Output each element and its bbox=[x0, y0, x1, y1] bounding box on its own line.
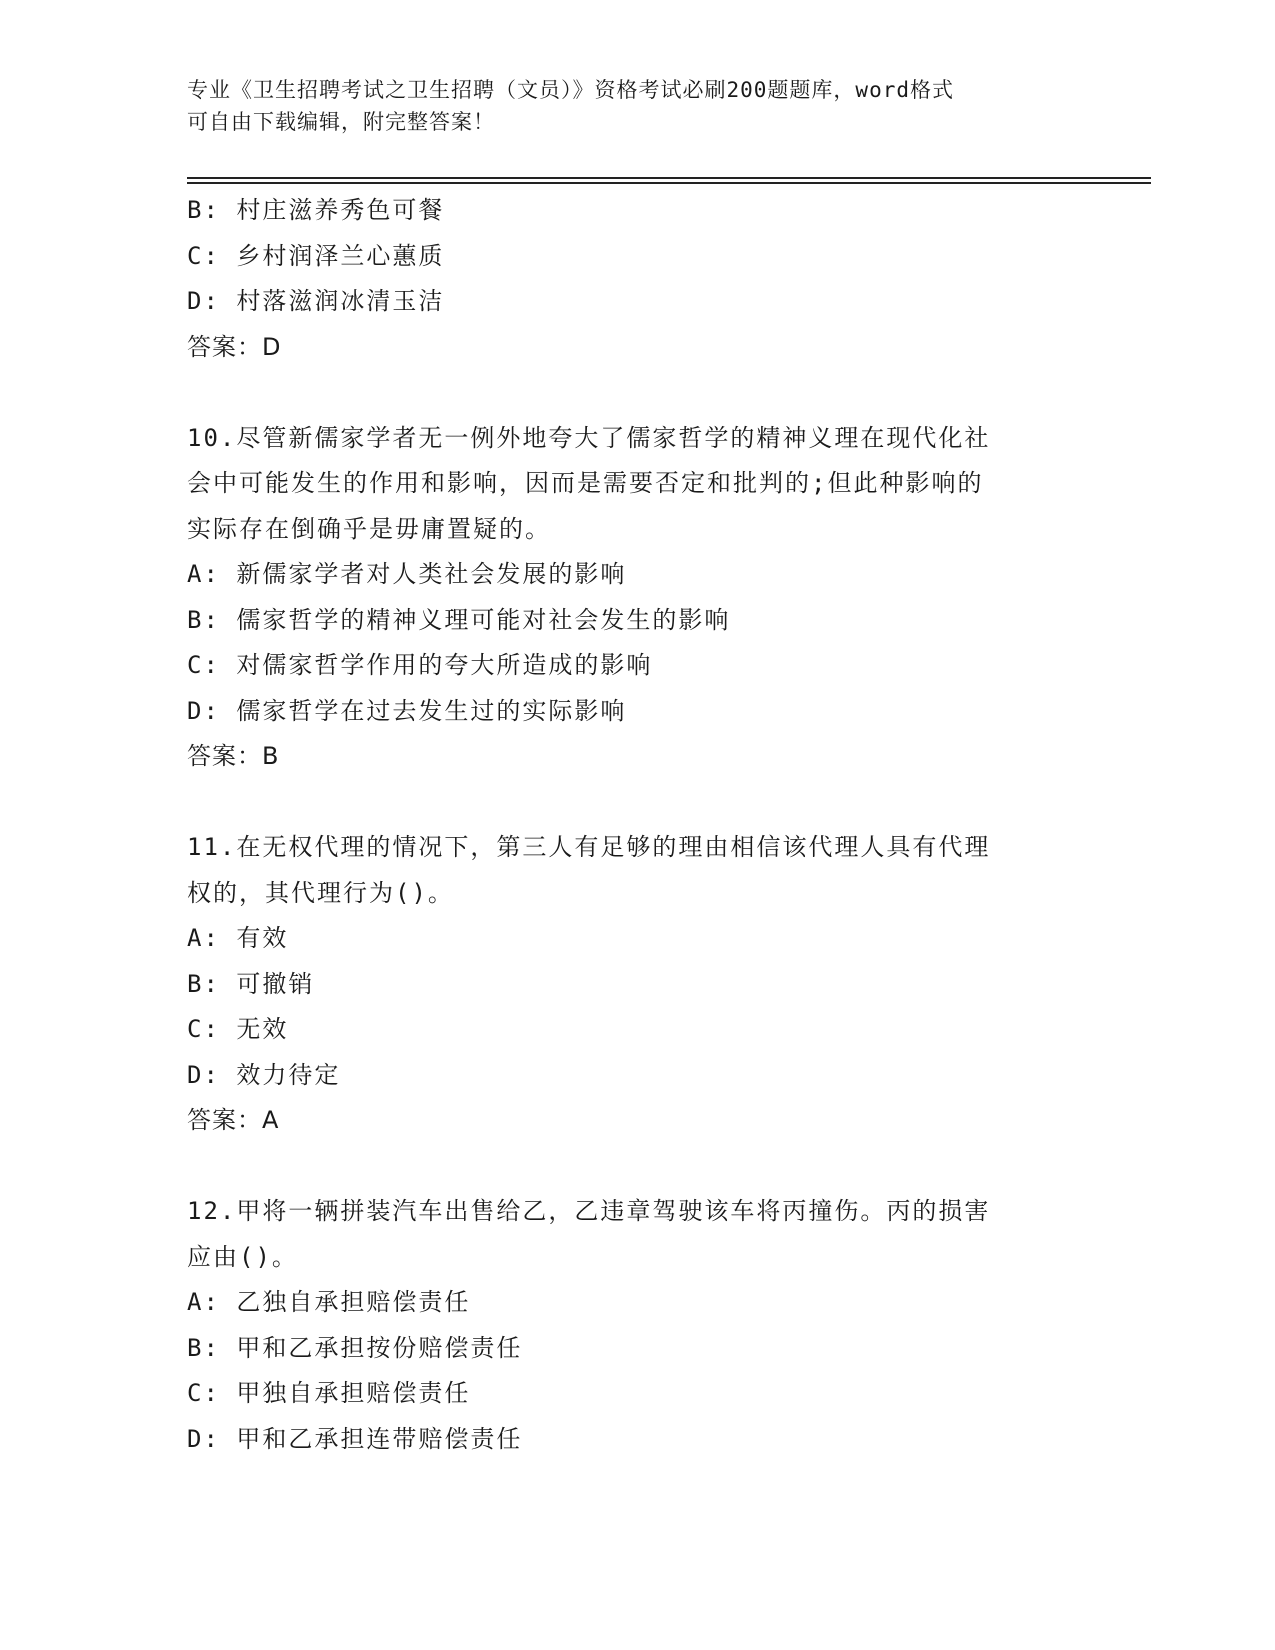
question-12-block bbox=[187, 1189, 1087, 1462]
question-text-line: 会中可能发生的作用和影响，因而是需要否定和批判的;但此种影响的 bbox=[187, 469, 984, 497]
question-text-line: 实际存在倒确乎是毋庸置疑的。 bbox=[187, 514, 551, 543]
question-9-block bbox=[187, 188, 1087, 370]
option-a: A: 乙独自承担赔偿责任 bbox=[187, 1288, 471, 1316]
spacer bbox=[187, 780, 1087, 826]
page-header bbox=[187, 74, 1067, 138]
question-text-line: 10.尽管新儒家学者无一例外地夸大了儒家哲学的精神义理在现代化社 bbox=[187, 423, 991, 452]
question-text-line: 应由()。 bbox=[187, 1242, 298, 1271]
spacer bbox=[187, 1144, 1087, 1190]
option-c: C: 乡村润泽兰心蕙质 bbox=[187, 241, 445, 270]
option-d: D: 甲和乙承担连带赔偿责任 bbox=[187, 1424, 523, 1453]
question-text-line: 11.在无权代理的情况下，第三人有足够的理由相信该代理人具有代理 bbox=[187, 833, 991, 861]
answer-line: 答案：D bbox=[187, 332, 282, 361]
document-body bbox=[187, 188, 1087, 1462]
question-11-block bbox=[187, 825, 1087, 1144]
answer-line: 答案：A bbox=[187, 1106, 280, 1134]
header-rule-top bbox=[187, 177, 1151, 179]
option-c: C: 无效 bbox=[187, 1015, 289, 1043]
option-a: A: 新儒家学者对人类社会发展的影响 bbox=[187, 560, 627, 588]
question-text-line: 12.甲将一辆拼装汽车出售给乙，乙违章驾驶该车将丙撞伤。丙的损害 bbox=[187, 1197, 991, 1225]
option-d: D: 村落滋润冰清玉洁 bbox=[187, 287, 445, 315]
question-10-block bbox=[187, 416, 1087, 780]
option-c: C: 对儒家哲学作用的夸大所造成的影响 bbox=[187, 651, 653, 679]
answer-line: 答案：B bbox=[187, 742, 280, 770]
option-d: D: 儒家哲学在过去发生过的实际影响 bbox=[187, 696, 627, 725]
option-b: B: 可撤销 bbox=[187, 969, 315, 998]
header-title-line-2: 可自由下载编辑，附完整答案！ bbox=[187, 110, 495, 134]
spacer bbox=[187, 370, 1087, 416]
option-b: B: 村庄滋养秀色可餐 bbox=[187, 196, 445, 224]
question-text-line: 权的，其代理行为()。 bbox=[187, 878, 454, 907]
header-title-line-1: 专业《卫生招聘考试之卫生招聘（文员）》资格考试必刷200题题库，word格式 bbox=[187, 78, 954, 102]
option-b: B: 儒家哲学的精神义理可能对社会发生的影响 bbox=[187, 605, 731, 634]
option-a: A: 有效 bbox=[187, 924, 289, 952]
header-rule-bottom bbox=[187, 182, 1151, 184]
option-b: B: 甲和乙承担按份赔偿责任 bbox=[187, 1333, 523, 1362]
option-c: C: 甲独自承担赔偿责任 bbox=[187, 1379, 471, 1407]
option-d: D: 效力待定 bbox=[187, 1060, 341, 1089]
